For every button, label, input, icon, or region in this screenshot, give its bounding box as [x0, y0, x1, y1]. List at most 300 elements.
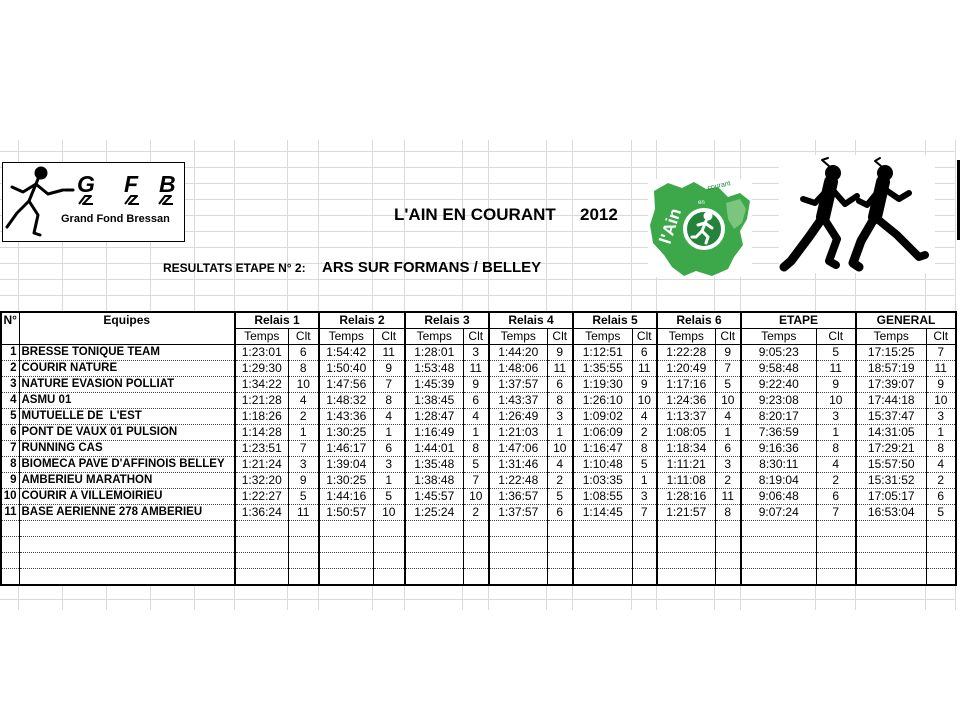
general-time: 15:37:47 [856, 409, 926, 425]
etape-time: 9:06:48 [741, 489, 816, 505]
relais-5-time: 1:26:10 [573, 393, 632, 409]
gfb-letter-f: F [124, 171, 139, 197]
team-name: AMBERIEU MARATHON [19, 473, 235, 489]
relais-4-rank: 10 [547, 441, 573, 457]
relais-5-rank: 9 [632, 377, 657, 393]
relais-4-time: 1:21:03 [489, 425, 547, 441]
general-rank: 2 [926, 473, 956, 489]
relais-6-time: 1:28:16 [657, 489, 715, 505]
relais-3-rank: 6 [463, 393, 489, 409]
table-row [1, 345, 956, 361]
relais-2-time: 1:30:25 [319, 473, 373, 489]
empty-cell [288, 553, 319, 569]
relais-1-rank: 4 [288, 393, 319, 409]
empty-cell [547, 521, 573, 537]
empty-cell [235, 521, 288, 537]
empty-cell [547, 553, 573, 569]
subheader-time: Temps [856, 329, 926, 345]
relais-2-rank: 10 [373, 505, 405, 521]
table-row [1, 409, 956, 425]
subheader-time: Temps [573, 329, 632, 345]
group-header-relais-4: Relais 4 [489, 312, 573, 329]
subheader-time: Temps [319, 329, 373, 345]
etape-time: 9:07:24 [741, 505, 816, 521]
relais-3-rank: 8 [463, 441, 489, 457]
empty-cell [632, 537, 657, 553]
empty-cell [235, 569, 288, 586]
empty-cell [405, 521, 463, 537]
relais-6-time: 1:11:21 [657, 457, 715, 473]
relais-3-time: 1:45:57 [405, 489, 463, 505]
relais-3-rank: 3 [463, 345, 489, 361]
relais-6-rank: 4 [715, 409, 741, 425]
table-header-row [1, 312, 956, 329]
team-name: NATURE EVASION POLLIAT [19, 377, 235, 393]
relais-6-time: 1:13:37 [657, 409, 715, 425]
group-header-etape: ETAPE [741, 312, 856, 329]
relais-4-rank: 2 [547, 473, 573, 489]
relais-5-rank: 10 [632, 393, 657, 409]
relais-4-time: 1:43:37 [489, 393, 547, 409]
relais-4-rank: 6 [547, 505, 573, 521]
relais-1-time: 1:22:27 [235, 489, 288, 505]
relais-6-time: 1:17:16 [657, 377, 715, 393]
relais-2-rank: 3 [373, 457, 405, 473]
general-time: 15:57:50 [856, 457, 926, 473]
table-row [1, 393, 956, 409]
row-number: 9 [1, 473, 19, 489]
relais-6-rank: 8 [715, 505, 741, 521]
empty-cell [1, 569, 19, 586]
relais-6-rank: 5 [715, 377, 741, 393]
relais-6-time: 1:11:08 [657, 473, 715, 489]
empty-cell [741, 569, 816, 586]
relais-3-time: 1:53:48 [405, 361, 463, 377]
page-year: 2012 [580, 205, 618, 224]
relais-4-time: 1:36:57 [489, 489, 547, 505]
empty-cell [373, 521, 405, 537]
relais-5-rank: 4 [632, 409, 657, 425]
empty-row [1, 521, 956, 537]
relais-2-time: 1:39:04 [319, 457, 373, 473]
relais-5-time: 1:09:02 [573, 409, 632, 425]
relais-1-rank: 1 [288, 425, 319, 441]
relais-5-time: 1:19:30 [573, 377, 632, 393]
relais-1-time: 1:29:30 [235, 361, 288, 377]
general-time: 16:53:04 [856, 505, 926, 521]
row-number: 5 [1, 409, 19, 425]
relais-5-rank: 8 [632, 441, 657, 457]
page-title: L'AIN EN COURANT [394, 205, 556, 224]
subheader-rank: Clt [715, 329, 741, 345]
relais-3-time: 1:28:47 [405, 409, 463, 425]
relais-2-rank: 9 [373, 361, 405, 377]
relais-5-rank: 5 [632, 457, 657, 473]
relais-3-time: 1:38:48 [405, 473, 463, 489]
empty-cell [657, 537, 715, 553]
relais-2-rank: 1 [373, 473, 405, 489]
relais-1-time: 1:34:22 [235, 377, 288, 393]
row-number: 2 [1, 361, 19, 377]
empty-cell [1, 553, 19, 569]
relais-5-time: 1:03:35 [573, 473, 632, 489]
relais-4-time: 1:47:06 [489, 441, 547, 457]
row-number: 10 [1, 489, 19, 505]
general-time: 17:29:21 [856, 441, 926, 457]
empty-cell [489, 537, 547, 553]
relais-1-rank: 6 [288, 345, 319, 361]
relais-4-time: 1:37:57 [489, 377, 547, 393]
empty-cell [547, 537, 573, 553]
gfb-letter-g: G [77, 171, 95, 197]
relais-4-time: 1:22:48 [489, 473, 547, 489]
etape-rank: 9 [816, 377, 856, 393]
group-header-general: GENERAL [856, 312, 956, 329]
group-header-relais-2: Relais 2 [319, 312, 405, 329]
team-name: BASE AERIENNE 278 AMBERIEU [19, 505, 235, 521]
relais-3-time: 1:28:01 [405, 345, 463, 361]
empty-cell [319, 569, 373, 586]
empty-cell [288, 521, 319, 537]
empty-cell [235, 553, 288, 569]
empty-cell [405, 553, 463, 569]
relais-1-rank: 2 [288, 409, 319, 425]
empty-cell [856, 521, 926, 537]
relais-2-rank: 11 [373, 345, 405, 361]
empty-cell [816, 537, 856, 553]
relais-2-time: 1:46:17 [319, 441, 373, 457]
results-label: RESULTATS ETAPE N° 2: [163, 261, 306, 275]
relais-2-time: 1:30:25 [319, 425, 373, 441]
relais-1-rank: 10 [288, 377, 319, 393]
empty-cell [573, 537, 632, 553]
relais-5-time: 1:14:45 [573, 505, 632, 521]
relais-6-time: 1:24:36 [657, 393, 715, 409]
etape-rank: 10 [816, 393, 856, 409]
subheader-rank: Clt [373, 329, 405, 345]
ain-logo-en-text: en [698, 200, 705, 206]
general-time: 15:31:52 [856, 473, 926, 489]
general-time: 18:57:19 [856, 361, 926, 377]
relais-4-rank: 3 [547, 409, 573, 425]
team-name: MUTUELLE DE L'EST [19, 409, 235, 425]
etape-rank: 4 [816, 457, 856, 473]
relais-1-rank: 8 [288, 361, 319, 377]
general-time: 17:39:07 [856, 377, 926, 393]
team-name: ASMU 01 [19, 393, 235, 409]
empty-cell [816, 569, 856, 586]
team-name: PONT DE VAUX 01 PULSION [19, 425, 235, 441]
table-row [1, 425, 956, 441]
relais-6-time: 1:22:28 [657, 345, 715, 361]
relais-3-rank: 5 [463, 457, 489, 473]
subheader-time: Temps [657, 329, 715, 345]
empty-cell [319, 521, 373, 537]
relais-2-time: 1:54:42 [319, 345, 373, 361]
general-time: 17:15:25 [856, 345, 926, 361]
empty-cell [463, 537, 489, 553]
relais-6-rank: 11 [715, 489, 741, 505]
empty-cell [657, 553, 715, 569]
etape-time: 9:58:48 [741, 361, 816, 377]
subheader-rank: Clt [632, 329, 657, 345]
relais-2-time: 1:48:32 [319, 393, 373, 409]
table-row [1, 361, 956, 377]
relais-4-time: 1:44:20 [489, 345, 547, 361]
empty-cell [632, 553, 657, 569]
empty-cell [926, 521, 956, 537]
empty-cell [1, 521, 19, 537]
relais-2-rank: 7 [373, 377, 405, 393]
group-header-relais-3: Relais 3 [405, 312, 489, 329]
ain-logo-courant-text: courant [706, 180, 732, 192]
relais-5-rank: 11 [632, 361, 657, 377]
relais-3-rank: 1 [463, 425, 489, 441]
etape-rank: 5 [816, 345, 856, 361]
relais-4-time: 1:37:57 [489, 505, 547, 521]
empty-cell [463, 521, 489, 537]
empty-row [1, 553, 956, 569]
empty-cell [715, 569, 741, 586]
relais-2-rank: 8 [373, 393, 405, 409]
general-rank: 4 [926, 457, 956, 473]
relais-3-time: 1:44:01 [405, 441, 463, 457]
relais-2-time: 1:50:57 [319, 505, 373, 521]
empty-cell [632, 521, 657, 537]
team-name: BRESSE TONIQUE TEAM [19, 345, 235, 361]
subheader-rank: Clt [463, 329, 489, 345]
group-header-relais-6: Relais 6 [657, 312, 741, 329]
relais-3-time: 1:38:45 [405, 393, 463, 409]
col-header-team: Equipes [19, 312, 235, 345]
relais-3-time: 1:16:49 [405, 425, 463, 441]
empty-cell [19, 521, 235, 537]
empty-cell [741, 553, 816, 569]
general-time: 17:44:18 [856, 393, 926, 409]
empty-cell [816, 521, 856, 537]
stage-name: ARS SUR FORMANS / BELLEY [322, 259, 542, 276]
etape-rank: 8 [816, 441, 856, 457]
empty-cell [489, 569, 547, 586]
empty-cell [715, 521, 741, 537]
etape-time: 8:19:04 [741, 473, 816, 489]
relais-6-rank: 2 [715, 473, 741, 489]
row-number: 8 [1, 457, 19, 473]
relais-4-rank: 6 [547, 377, 573, 393]
empty-cell [657, 521, 715, 537]
empty-cell [319, 537, 373, 553]
etape-time: 9:05:23 [741, 345, 816, 361]
empty-cell [489, 553, 547, 569]
relais-1-time: 1:23:01 [235, 345, 288, 361]
subheader-rank: Clt [547, 329, 573, 345]
relais-5-rank: 1 [632, 473, 657, 489]
general-rank: 10 [926, 393, 956, 409]
relais-2-rank: 6 [373, 441, 405, 457]
empty-row [1, 569, 956, 586]
empty-cell [573, 569, 632, 586]
table-row [1, 441, 956, 457]
relais-2-time: 1:47:56 [319, 377, 373, 393]
empty-cell [741, 537, 816, 553]
empty-cell [489, 521, 547, 537]
relais-4-time: 1:26:49 [489, 409, 547, 425]
empty-cell [463, 553, 489, 569]
table-row [1, 489, 956, 505]
empty-cell [373, 537, 405, 553]
subheader-time: Temps [405, 329, 463, 345]
relais-5-rank: 3 [632, 489, 657, 505]
relais-1-time: 1:14:28 [235, 425, 288, 441]
subheader-time: Temps [235, 329, 288, 345]
gfb-letter-b: B [159, 171, 176, 197]
empty-cell [547, 569, 573, 586]
relais-5-time: 1:08:55 [573, 489, 632, 505]
general-rank: 7 [926, 345, 956, 361]
empty-cell [816, 553, 856, 569]
empty-cell [856, 553, 926, 569]
general-time: 17:05:17 [856, 489, 926, 505]
subheader-rank: Clt [816, 329, 856, 345]
relais-3-time: 1:45:39 [405, 377, 463, 393]
etape-rank: 2 [816, 473, 856, 489]
empty-cell [1, 537, 19, 553]
row-number: 6 [1, 425, 19, 441]
relais-6-rank: 9 [715, 345, 741, 361]
relais-2-time: 1:43:36 [319, 409, 373, 425]
table-row [1, 473, 956, 489]
etape-time: 8:20:17 [741, 409, 816, 425]
relais-4-rank: 8 [547, 393, 573, 409]
relais-3-rank: 9 [463, 377, 489, 393]
team-name: COURIR NATURE [19, 361, 235, 377]
relais-1-time: 1:32:20 [235, 473, 288, 489]
relais-4-rank: 1 [547, 425, 573, 441]
relais-1-rank: 11 [288, 505, 319, 521]
relais-4-time: 1:48:06 [489, 361, 547, 377]
general-rank: 8 [926, 441, 956, 457]
relais-2-rank: 1 [373, 425, 405, 441]
relais-2-rank: 5 [373, 489, 405, 505]
empty-cell [632, 569, 657, 586]
team-name: BIOMECA PAVE D'AFFINOIS BELLEY [19, 457, 235, 473]
row-number: 4 [1, 393, 19, 409]
relais-4-rank: 5 [547, 489, 573, 505]
empty-cell [405, 569, 463, 586]
empty-cell [741, 521, 816, 537]
general-rank: 6 [926, 489, 956, 505]
empty-cell [573, 553, 632, 569]
general-time: 14:31:05 [856, 425, 926, 441]
empty-cell [288, 537, 319, 553]
relais-4-rank: 9 [547, 345, 573, 361]
relais-6-time: 1:21:57 [657, 505, 715, 521]
empty-cell [715, 537, 741, 553]
row-number: 7 [1, 441, 19, 457]
team-name: RUNNING CAS [19, 441, 235, 457]
etape-time: 7:36:59 [741, 425, 816, 441]
relais-1-rank: 9 [288, 473, 319, 489]
relais-3-time: 1:25:24 [405, 505, 463, 521]
relais-6-rank: 7 [715, 361, 741, 377]
table-row [1, 505, 956, 521]
relais-6-rank: 6 [715, 441, 741, 457]
results-body [1, 345, 956, 586]
relais-5-time: 1:16:47 [573, 441, 632, 457]
general-rank: 9 [926, 377, 956, 393]
relais-1-time: 1:21:24 [235, 457, 288, 473]
empty-cell [926, 537, 956, 553]
etape-rank: 3 [816, 409, 856, 425]
relais-1-time: 1:18:26 [235, 409, 288, 425]
relais-4-rank: 4 [547, 457, 573, 473]
col-header-number: N° [1, 312, 19, 345]
relais-2-rank: 4 [373, 409, 405, 425]
empty-cell [19, 569, 235, 586]
relais-5-rank: 2 [632, 425, 657, 441]
empty-row [1, 537, 956, 553]
etape-rank: 1 [816, 425, 856, 441]
relais-6-time: 1:18:34 [657, 441, 715, 457]
table-row [1, 457, 956, 473]
relais-5-rank: 6 [632, 345, 657, 361]
row-number: 3 [1, 377, 19, 393]
relais-2-time: 1:44:16 [319, 489, 373, 505]
relais-5-time: 1:35:55 [573, 361, 632, 377]
results-table [0, 311, 957, 586]
group-header-relais-1: Relais 1 [235, 312, 319, 329]
relais-3-rank: 4 [463, 409, 489, 425]
general-rank: 1 [926, 425, 956, 441]
relais-6-time: 1:20:49 [657, 361, 715, 377]
empty-cell [463, 569, 489, 586]
empty-cell [573, 521, 632, 537]
ain-logo-main-text: l'Ain [655, 205, 685, 247]
etape-rank: 11 [816, 361, 856, 377]
relais-2-time: 1:50:40 [319, 361, 373, 377]
empty-cell [715, 553, 741, 569]
relais-5-time: 1:10:48 [573, 457, 632, 473]
relais-5-rank: 7 [632, 505, 657, 521]
empty-cell [856, 537, 926, 553]
gfb-logo-name: Grand Fond Bressan [61, 213, 170, 225]
empty-cell [373, 553, 405, 569]
relais-1-rank: 3 [288, 457, 319, 473]
subheader-rank: Clt [288, 329, 319, 345]
empty-cell [235, 537, 288, 553]
relais-3-time: 1:35:48 [405, 457, 463, 473]
etape-rank: 7 [816, 505, 856, 521]
row-number: 1 [1, 345, 19, 361]
empty-cell [926, 553, 956, 569]
empty-cell [373, 569, 405, 586]
relais-3-rank: 10 [463, 489, 489, 505]
etape-time: 8:30:11 [741, 457, 816, 473]
relais-1-time: 1:36:24 [235, 505, 288, 521]
empty-cell [657, 569, 715, 586]
ain-en-courant-logo [648, 179, 752, 277]
gfb-logo [2, 162, 185, 242]
relais-1-time: 1:21:28 [235, 393, 288, 409]
etape-rank: 6 [816, 489, 856, 505]
relais-6-rank: 10 [715, 393, 741, 409]
relais-4-rank: 11 [547, 361, 573, 377]
empty-cell [19, 553, 235, 569]
empty-cell [288, 569, 319, 586]
subheader-time: Temps [741, 329, 816, 345]
empty-cell [19, 537, 235, 553]
etape-time: 9:16:36 [741, 441, 816, 457]
